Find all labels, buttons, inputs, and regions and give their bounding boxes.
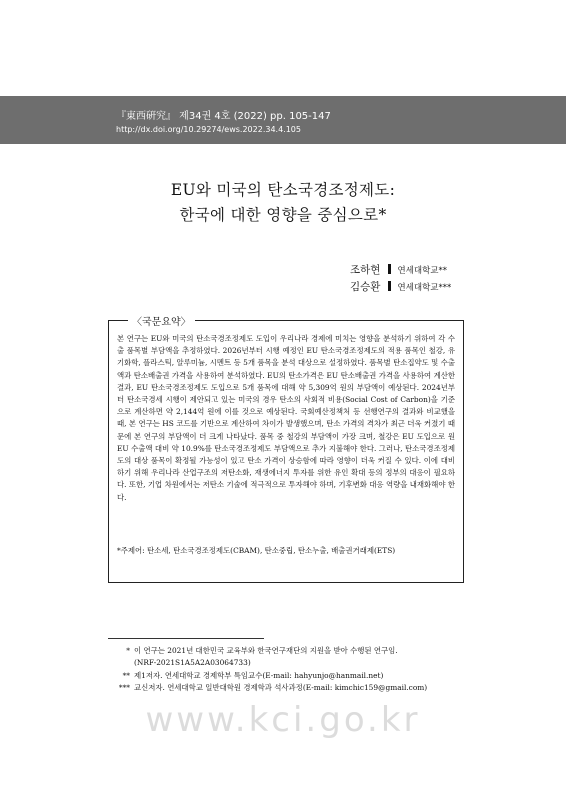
separator-bar	[388, 264, 391, 274]
footnote-text: 제1저자. 연세대학교 경제학부 특임교수(E-mail: hahyunjo@hanmail.net)	[134, 671, 384, 680]
author-affiliation: 연세대학교**	[397, 266, 447, 276]
footnote-mark: **	[122, 671, 130, 680]
paper-title-line-1: EU와 미국의 탄소국경조정제도:	[170, 181, 396, 199]
separator-bar	[388, 281, 391, 291]
footnote-text: 교신저자. 연세대학교 일반대학원 경제학과 석사과정(E-mail: kimchic159@gmail.com)	[134, 683, 428, 692]
footnote-3	[108, 682, 468, 693]
doi-link[interactable]: http://dx.doi.org/10.29274/ews.2022.34.4.105	[116, 125, 301, 134]
footnote-2	[108, 670, 468, 681]
author-1	[350, 262, 447, 277]
footnote-mark: ***	[118, 683, 130, 692]
author-affiliation: 연세대학교***	[397, 283, 452, 293]
footnote-rule	[108, 638, 264, 639]
footnote-mark: *	[126, 646, 130, 655]
footnote-1-continuation: (NRF-2021S1A5A2A03064733)	[134, 658, 251, 667]
paper-title-line-2: 한국에 대한 영향을 중심으로*	[179, 206, 387, 224]
abstract-heading: 〈국문요약〉	[128, 313, 195, 328]
abstract-body: 본 연구는 EU와 미국의 탄소국경조정제도 도입이 우리나라 경제에 미치는 영향을 분석하기 위하여 각 수출 품목별 부담액을 추정하였다. 2026년부터 시행 예정인 EU 탄소국경조정제도의 적용 품목인 철강, 유기화학, 플라스틱, 알루미늄, 시멘트 등 5개 품목을 분석 대상으로 설정하였다. 품목별 탄소집약도 및 수출액과 탄소배출권 가격을 사용하여 분석하였다. EU의 탄소가격은 EU 탄소배출권 가격을 사용하여 계산한 결과, EU 탄소국경조정제도 도입으로 5개 품목에 대해 약 5,309억 원의 부담액이 예상된다. 2024년부터 탄소국경세 시행이 제안되고 있는 미국의 경우 탄소의 사회적 비용(Social Cost of Carbon)을 기준으로 계산하면 약 2,144억 원에 이를 것으로 예상된다. 국회예산정책처 등 선행연구의 결과와 비교했을 때, 본 연구는 HS 코드를 기반으로 계산하여 차이가 발생했으며, 탄소 가격의 격차가 최근 더욱 커졌기 때문에 본 연구의 부담액이 더 크게 나타났다. 품목 중 철강의 부담액이 가장 크며, 철강은 EU 도입으로 원 EU 수출액 대비 약 10.9%를 탄소국경조정제도 부담액으로 추가 지불해야 한다. 그러나, 탄소국경조정제도의 대상 품목이 확정될 가능성이 있고 탄소 가격이 상승함에 따라 영향이 더욱 커질 수 있다. 이에 대비하기 위해 우리나라 산업구조의 저탄소화, 재생에너지 투자를 위한 유인 확대 등의 정부의 대응이 필요하다. 또한, 기업 차원에서는 저탄소 기술에 적극적으로 투자해야 하며, 기후변화 대응 역량을 내재화해야 한다.	[117, 334, 455, 502]
kci-watermark: www.kci.go.kr	[145, 700, 421, 740]
footnote-text: 이 연구는 2021년 대한민국 교육부와 한국연구재단의 지원을 받아 수행된 연구임.	[134, 646, 398, 655]
keywords: *주제어: 탄소세, 탄소국경조정제도(CBAM), 탄소중립, 탄소누출, 배출권거래제(ETS)	[117, 546, 396, 555]
footnote-1	[108, 645, 468, 656]
author-2	[350, 279, 451, 294]
author-name: 김승환	[350, 281, 381, 293]
journal-citation: 『東西硏究』 제34권 4호 (2022) pp. 105-147	[116, 111, 331, 122]
author-name: 조하현	[350, 264, 381, 276]
